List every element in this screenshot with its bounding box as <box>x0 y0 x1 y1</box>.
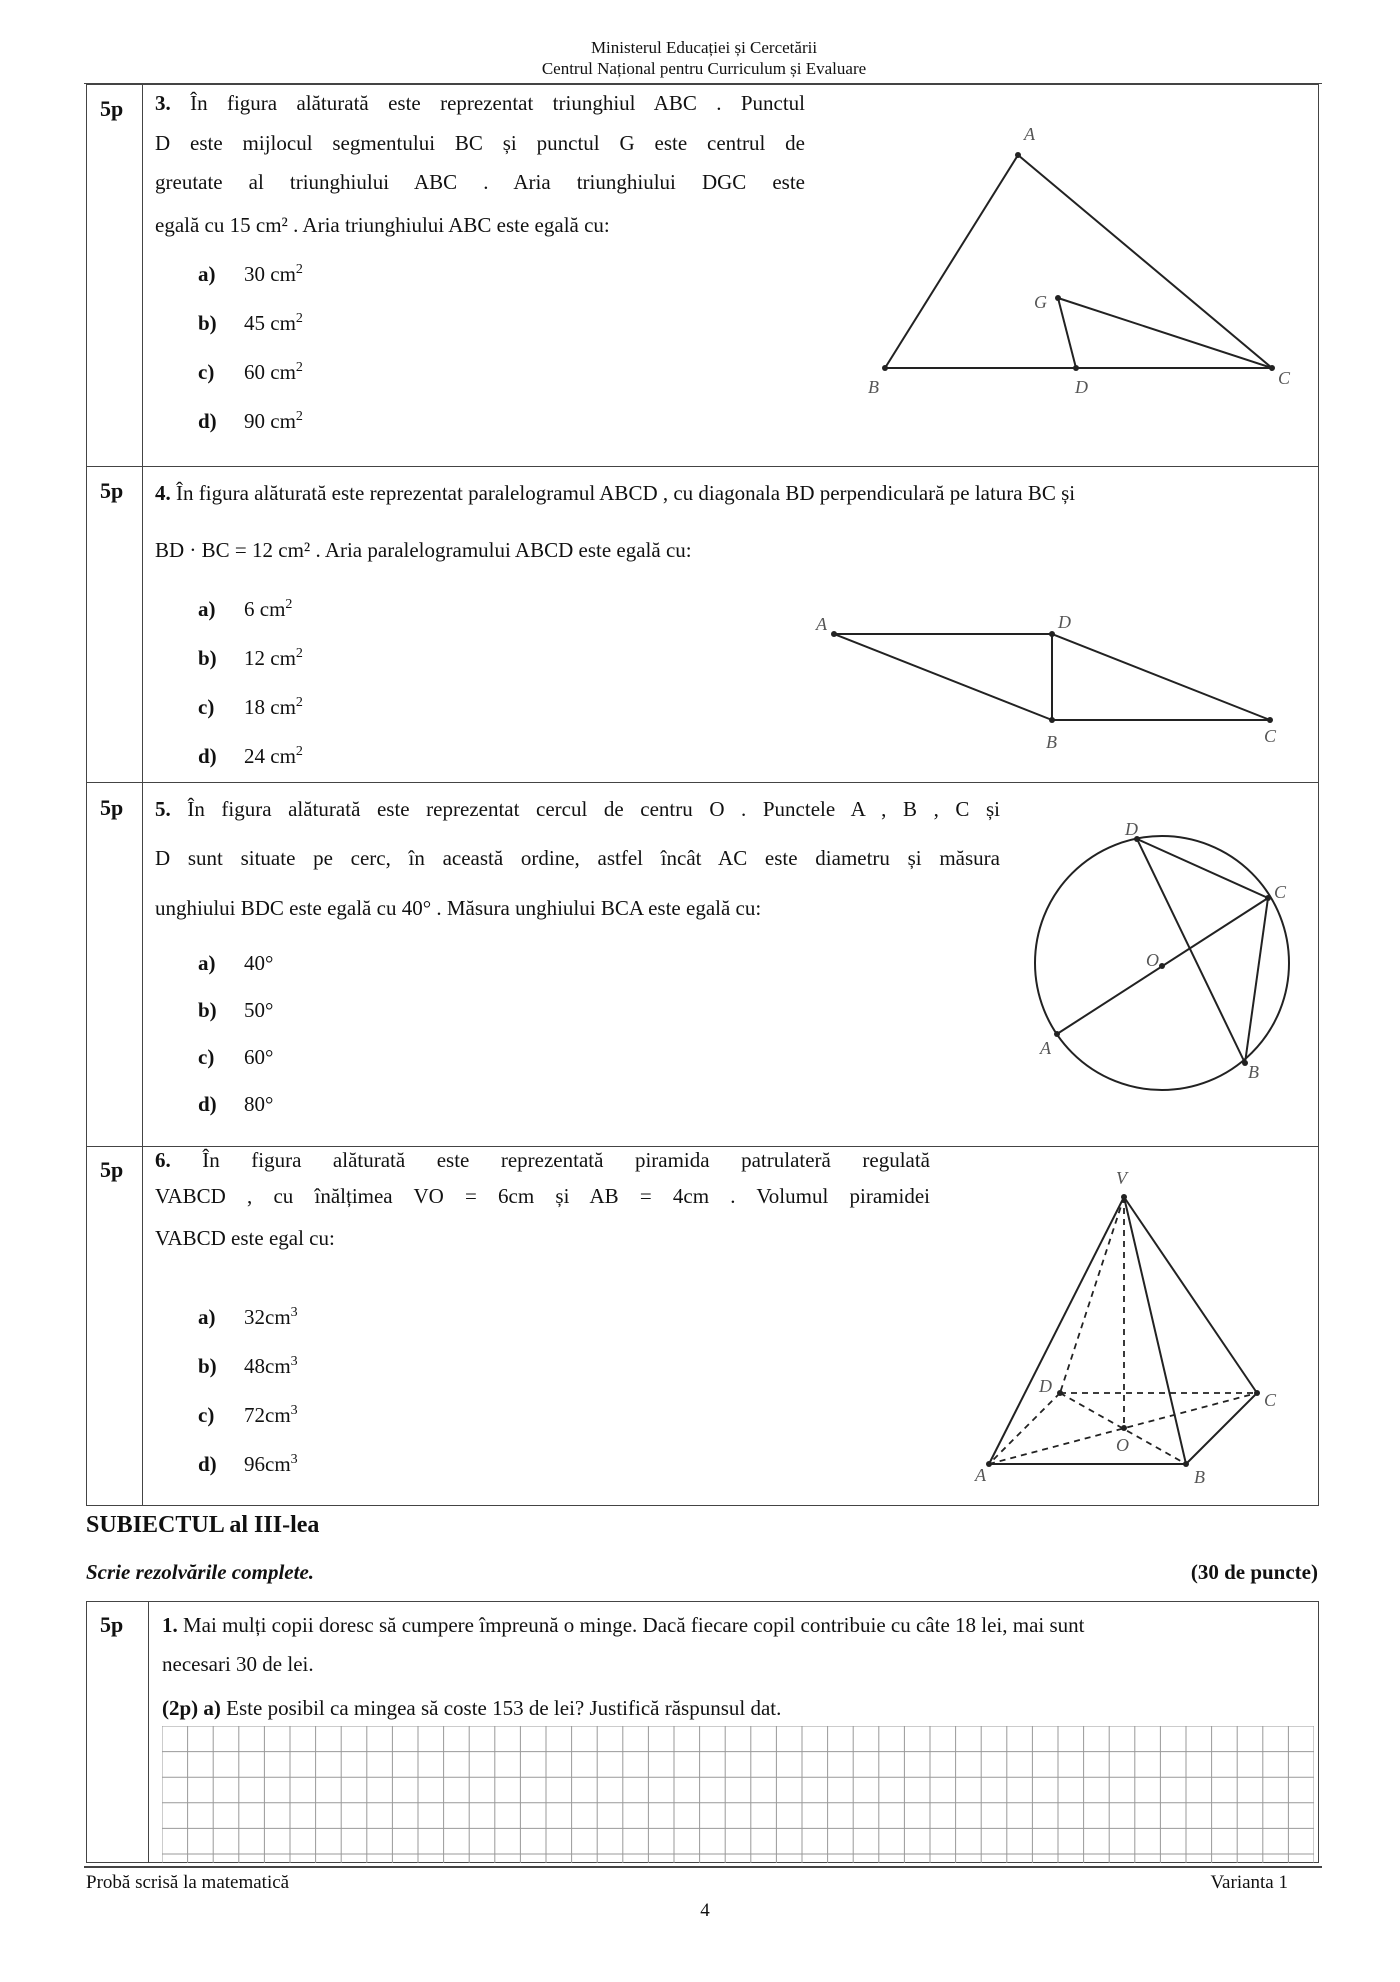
problem-1-line-2: necesari 30 de lei. <box>162 1652 314 1676</box>
label-G: G <box>1034 292 1047 312</box>
q6-option-c: c) $72cm^3$ <box>198 1403 298 1427</box>
footer-right: Varianta 1 <box>1210 1872 1288 1893</box>
question-5-line-2: D sunt situate pe cerc, în această ordine, astfel încât AC este diametru și măsura <box>155 846 1000 870</box>
footer-rule <box>84 1866 1322 1868</box>
q6-option-b: b) $48cm^3$ <box>198 1354 298 1378</box>
question-number: 3. <box>155 91 171 115</box>
label-D: D <box>1058 612 1071 632</box>
question-6-line-2: VABCD , cu înălțimea VO = 6cm și AB = 4cm . Volumul piramidei <box>155 1184 930 1208</box>
label-O: O <box>1146 950 1159 970</box>
question-5-line-3: unghiului BDC este egală cu 40° . Măsura unghiului BCA este egală cu: <box>155 896 762 920</box>
q3-option-d: d) 90 $cm^2$ <box>198 409 303 433</box>
footer-left: Probă scrisă la matematică <box>86 1872 290 1893</box>
question-text: În figura alăturată este reprezentat triunghiul ABC . Punctul <box>190 91 806 115</box>
triangle-figure <box>885 155 1272 368</box>
question-3-line-4: egală cu 15 cm² . Aria triunghiului ABC este egală cu: <box>155 213 610 237</box>
question-5-points: 5p <box>100 795 124 820</box>
label-C: C <box>1274 882 1287 902</box>
question-6-points: 5p <box>100 1157 124 1182</box>
label-C: C <box>1264 1390 1277 1410</box>
label-C: C <box>1278 368 1291 388</box>
problem-1-part-a <box>162 1696 1312 1720</box>
part-a-text: Este posibil ca mingea să coste 153 de lei? Justifică răspunsul dat. <box>226 1696 782 1720</box>
answer-grid[interactable] <box>162 1726 1314 1863</box>
q6-option-a: a) $32cm^3$ <box>198 1305 298 1329</box>
question-number: 5. <box>155 797 171 821</box>
part-a-label: a) <box>203 1696 221 1720</box>
q6-option-d: d) $96cm^3$ <box>198 1452 298 1476</box>
label-A: A <box>975 1465 986 1485</box>
label-C: C <box>1264 726 1277 746</box>
q5-option-c: c) 60° <box>198 1045 274 1069</box>
label-D: D <box>1075 377 1088 397</box>
question-number: 4. <box>155 481 171 505</box>
q4-option-b: b) 12 $cm^2$ <box>198 646 303 670</box>
q5-option-d: d) 80° <box>198 1092 274 1116</box>
label-A: A <box>1040 1038 1051 1058</box>
q4-option-c: c) 18 $cm^2$ <box>198 695 303 719</box>
q4-option-a: a) 6 $cm^2$ <box>198 597 293 621</box>
label-D: D <box>1125 819 1138 839</box>
question-text: În figura alăturată este reprezentat cercul de centru O . Punctele A , B , C și <box>187 797 1001 821</box>
question-text: În figura alăturată este reprezentat paralelogramul ABCD , cu diagonala BD perpendiculară pe latura BC și <box>176 481 1076 505</box>
label-B: B <box>1194 1467 1205 1487</box>
problem-text: Mai mulți copii doresc să cumpere împreună o minge. Dacă fiecare copil contribuie cu câte 18 lei, mai sunt <box>183 1613 1085 1637</box>
question-4-line-1 <box>155 481 1315 505</box>
question-6-line-3: VABCD este egal cu: <box>155 1226 335 1250</box>
q4-option-d: d) 24 $cm^2$ <box>198 744 303 768</box>
question-3-line-3: greutate al triunghiului ABC . Aria triunghiului DGC este <box>155 170 805 194</box>
part-a-points: (2p) <box>162 1696 199 1720</box>
q3-option-b: b) 45 $cm^2$ <box>198 311 303 335</box>
question-text: În figura alăturată este reprezentată piramida patrulateră regulată <box>202 1148 930 1172</box>
section-instruction: Scrie rezolvările complete. <box>86 1560 315 1584</box>
question-5-line-1 <box>155 797 1000 821</box>
pyramid-figure <box>989 1197 1257 1464</box>
question-6-line-1 <box>155 1148 930 1172</box>
question-3-line-2: D este mijlocul segmentului BC și punctul G este centrul de <box>155 131 805 155</box>
question-3-points: 5p <box>100 96 124 121</box>
page-number: 4 <box>700 1900 710 1921</box>
label-B: B <box>868 377 879 397</box>
header-center: Centrul Național pentru Curriculum și Evaluare <box>541 59 867 78</box>
label-B: B <box>1248 1062 1259 1082</box>
question-4-line-2: BD · BC = 12 cm² . Aria paralelogramului ABCD este egală cu: <box>155 538 692 562</box>
q5-option-a: a) 40° <box>198 951 274 975</box>
problem-1-points: 5p <box>100 1612 124 1637</box>
q5-option-b: b) 50° <box>198 998 274 1022</box>
section-points: (30 de puncte) <box>1190 1560 1318 1584</box>
label-A: A <box>1024 124 1035 144</box>
header-ministry: Ministerul Educației și Cercetării <box>590 38 818 57</box>
points-column-divider <box>148 1601 149 1863</box>
label-B: B <box>1046 732 1057 752</box>
label-A: A <box>816 614 827 634</box>
label-D: D <box>1039 1376 1052 1396</box>
q3-option-c: c) 60 $cm^2$ <box>198 360 303 384</box>
parallelogram-figure <box>834 634 1270 720</box>
problem-number: 1. <box>162 1613 178 1637</box>
label-V: V <box>1116 1168 1127 1188</box>
section-title: SUBIECTUL al III-lea <box>86 1512 320 1538</box>
problem-1-line-1 <box>162 1613 1312 1637</box>
label-O: O <box>1116 1435 1129 1455</box>
q3-option-a: a) 30 $cm^2$ <box>198 262 303 286</box>
question-4-points: 5p <box>100 478 124 503</box>
question-number: 6. <box>155 1148 171 1172</box>
